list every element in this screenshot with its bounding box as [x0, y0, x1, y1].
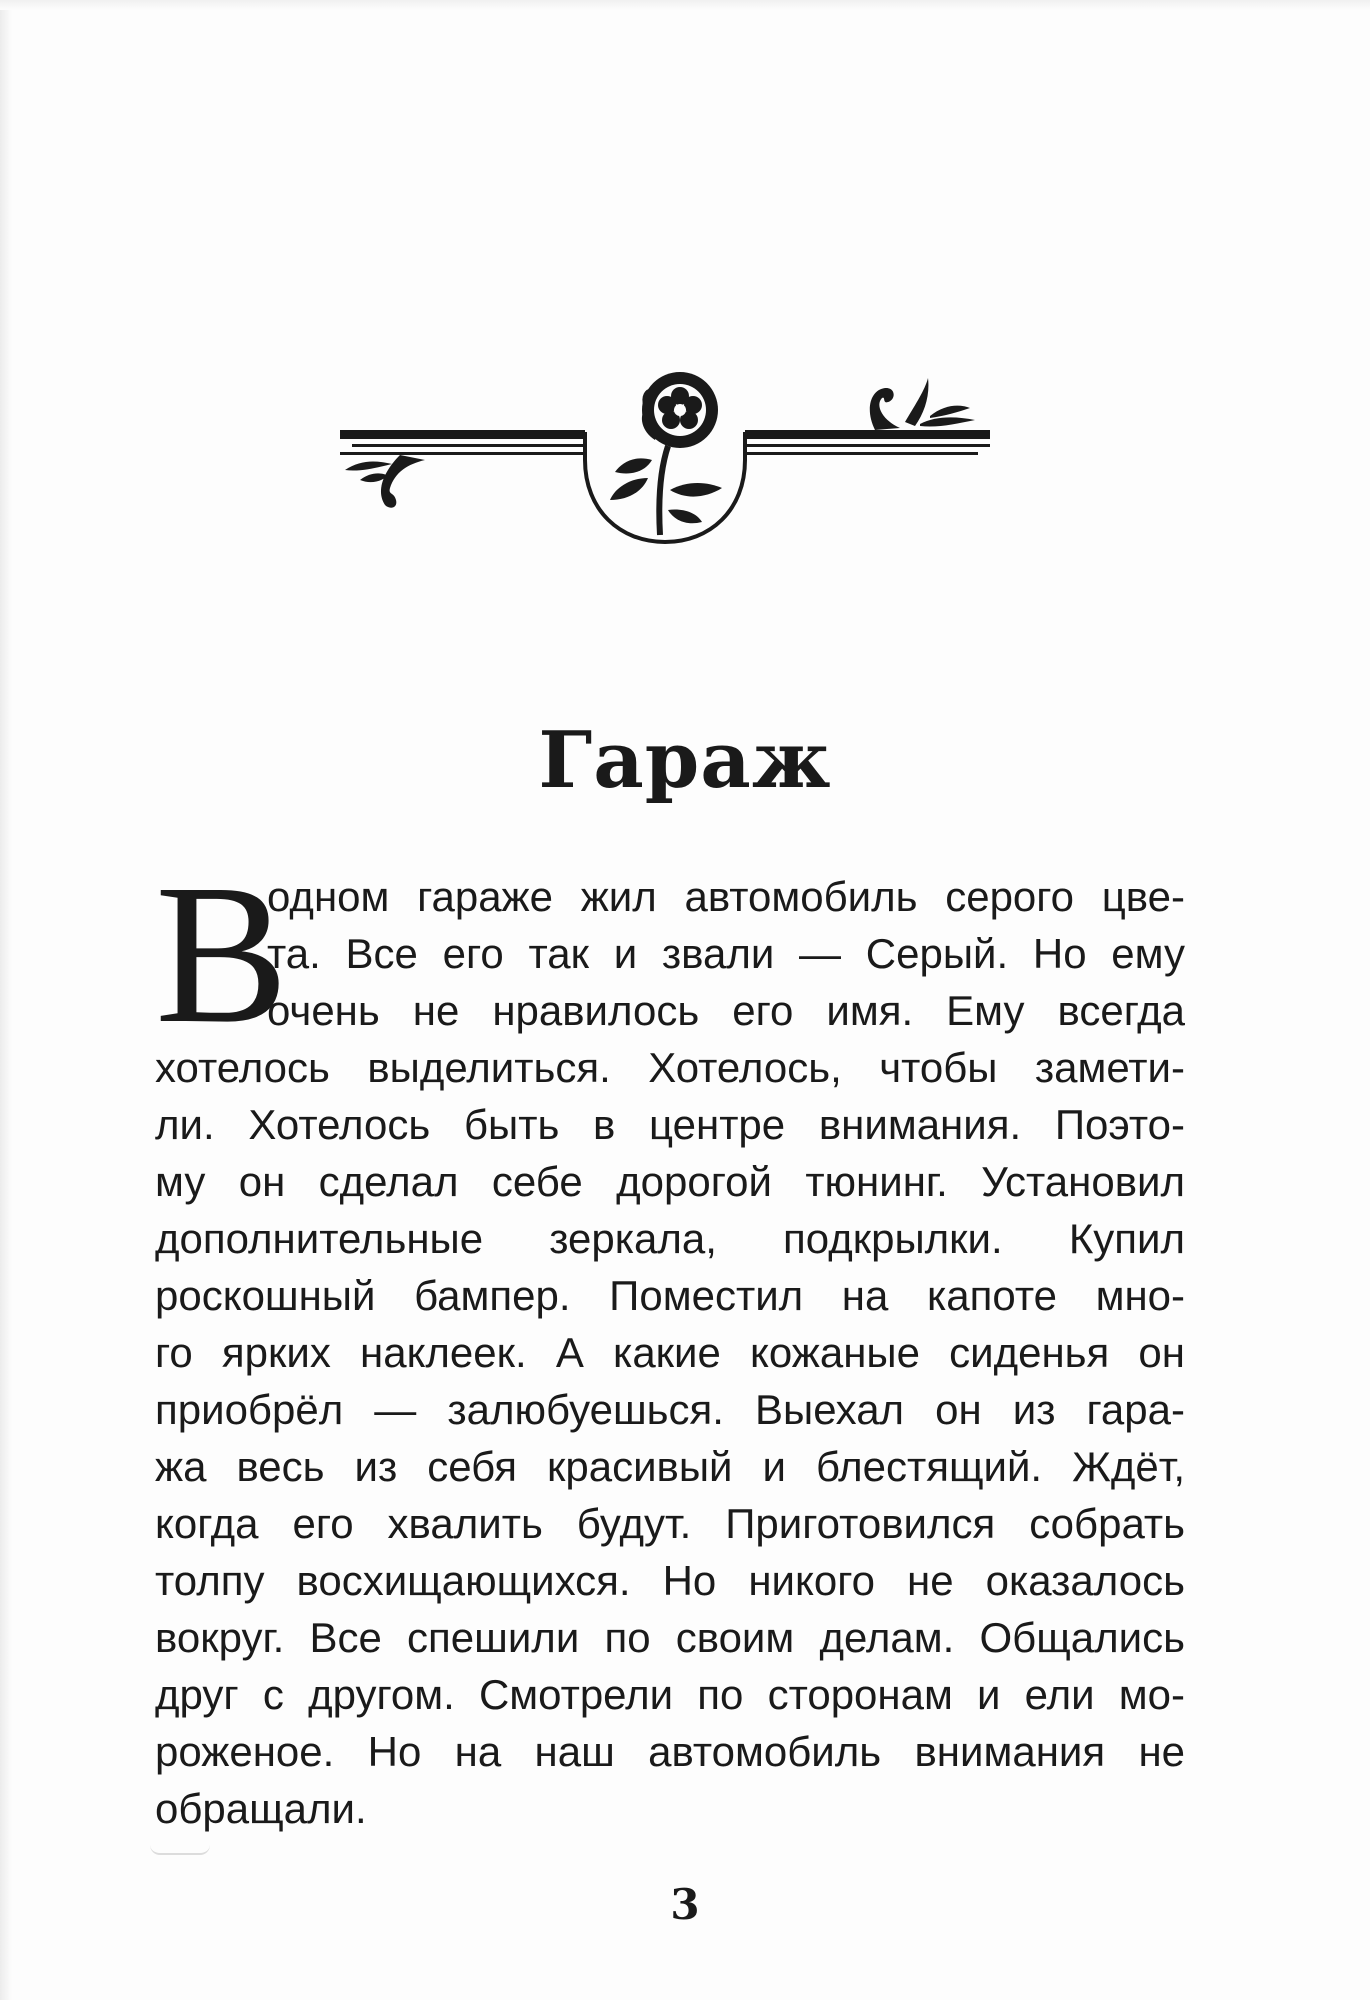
paragraph-line: му он сделал себе дорогой тюнинг. Установил [155, 1158, 1185, 1205]
drop-cap: В [155, 844, 289, 1065]
paragraph-line: вокруг. Все спешили по своим делам. Общались [155, 1614, 1185, 1661]
paragraph-line: одном гараже жил автомобиль серого цве- [267, 873, 1185, 920]
paragraph-line: дополнительные зеркала, подкрылки. Купил [155, 1215, 1185, 1262]
paragraph-line: друг с другом. Смотрели по сторонам и ели мо- [155, 1671, 1185, 1718]
scan-smudge [150, 1845, 210, 1855]
page-number: 3 [670, 1880, 700, 1929]
paragraph-line: очень не нравилось его имя. Ему всегда [267, 987, 1185, 1034]
paragraph-line: когда его хвалить будут. Приготовился собрать [155, 1500, 1185, 1547]
paragraph-line: обращали. [155, 1785, 367, 1832]
paragraph-line: приобрёл — залюбуешься. Выехал он из гара- [155, 1386, 1185, 1433]
chapter-title: Гараж [538, 715, 832, 806]
paragraph-line: роскошный бампер. Поместил на капоте мно- [155, 1272, 1185, 1319]
scan-shadow-top [0, 0, 1370, 10]
scan-shadow-left [0, 0, 12, 2000]
floral-vignette-icon [330, 360, 1000, 550]
paragraph-line: хотелось выделиться. Хотелось, чтобы замети- [155, 1044, 1185, 1091]
paragraph-line: жа весь из себя красивый и блестящий. Ждёт, [155, 1443, 1185, 1490]
paragraph-line: го ярких наклеек. А какие кожаные сиденья он [155, 1329, 1185, 1376]
paragraph-line: роженое. Но на наш автомобиль внимания не [155, 1728, 1185, 1775]
paragraph-line: толпу восхищающихся. Но никого не оказалось [155, 1557, 1185, 1604]
paragraph-line: та. Все его так и звали — Серый. Но ему [267, 930, 1185, 977]
story-paragraph [155, 844, 1185, 1837]
paragraph-line: ли. Хотелось быть в центре внимания. Поэто- [155, 1101, 1185, 1148]
